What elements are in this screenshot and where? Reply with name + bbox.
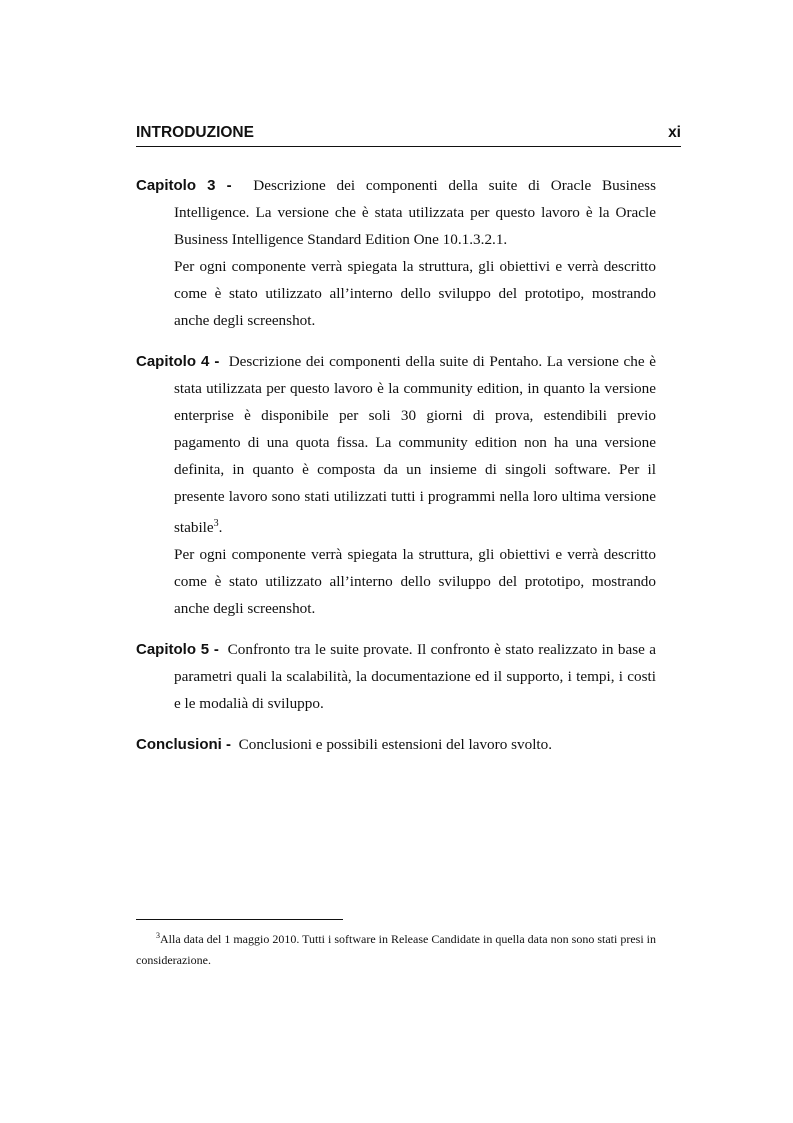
entry-paragraph	[136, 172, 656, 253]
footnote-reference[interactable]: 3	[213, 518, 219, 529]
chapter-list	[136, 172, 656, 772]
entry-text: Conclusioni e possibili estensioni del lavoro svolto.	[238, 736, 553, 754]
entry-text: Descrizione dei componenti della suite di Oracle Business Intelligence. La versione che è stata utilizzata per questo lavoro è la Oracle Business Intelligence Standard Edition One 10.1.3.2.1.	[174, 177, 657, 248]
running-header	[136, 124, 681, 147]
page-number: xi	[668, 124, 681, 141]
entry-paragraph	[136, 541, 656, 622]
conclusions-entry	[136, 731, 656, 758]
footnote	[136, 925, 656, 971]
entry-paragraph	[136, 636, 656, 717]
header-title: INTRODUZIONE	[136, 124, 254, 141]
chapter-entry-4	[136, 348, 656, 622]
entry-text: Per ogni componente verrà spiegata la struttura, gli obiettivi e verrà descritto come è stato utilizzato all’interno dello sviluppo del prototipo, mostrando anche degli screenshot.	[174, 258, 656, 329]
footnote-divider	[136, 919, 343, 920]
footnote-text: Alla data del 1 maggio 2010. Tutti i software in Release Candidate in quella data non sono stati presi in considerazione.	[136, 932, 656, 967]
entry-text: Per ogni componente verrà spiegata la struttura, gli obiettivi e verrà descritto come è stato utilizzato all’interno dello sviluppo del prototipo, mostrando anche degli screenshot.	[174, 546, 656, 618]
entry-label: Capitolo 4 -	[136, 353, 220, 370]
entry-label: Conclusioni -	[136, 736, 231, 754]
entry-paragraph: Capitolo 4 - Descrizione dei componenti della suite di Pentaho. La versione che è stata utilizzata per questo lavoro è la community edition, in quanto la versione enterprise è disponibile per soli 30 giorni di prova, estendibili previo pagamento di una quota fissa. La community edition non ha una versione definita, in quanto è composta da un insieme di singoli software. Per il presente lavoro sono stati utilizzati tutti i programmi nella loro ultima versione stabile$^3$.	[136, 353, 657, 537]
chapter-entry-3	[136, 172, 656, 334]
footnote-mark: 3	[156, 931, 160, 940]
entry-paragraph	[136, 253, 656, 334]
entry-text: Confronto tra le suite provate. Il confronto è stato realizzato in base a parametri quali la scalabilità, la documentazione ed il supporto, i tempi, i costi e le modalià di sviluppo.	[174, 641, 656, 713]
entry-text: Descrizione dei componenti della suite di Pentaho. La versione che è stata utilizzata per questo lavoro è la community edition, in quanto la versione enterprise è disponibile per soli 30 giorni di prova, estendibili previo pagamento di una quota fissa. La community edition non ha una versione definita, in quanto è composta da un insieme di singoli software. Per il presente lavoro sono stati utilizzati tutti i programmi nella loro ultima versione stabile	[174, 353, 657, 537]
entry-label: Capitolo 3 -	[136, 177, 232, 194]
chapter-entry-5	[136, 636, 656, 717]
entry-label: Capitolo 5 -	[136, 641, 219, 659]
entry-paragraph	[136, 731, 656, 758]
